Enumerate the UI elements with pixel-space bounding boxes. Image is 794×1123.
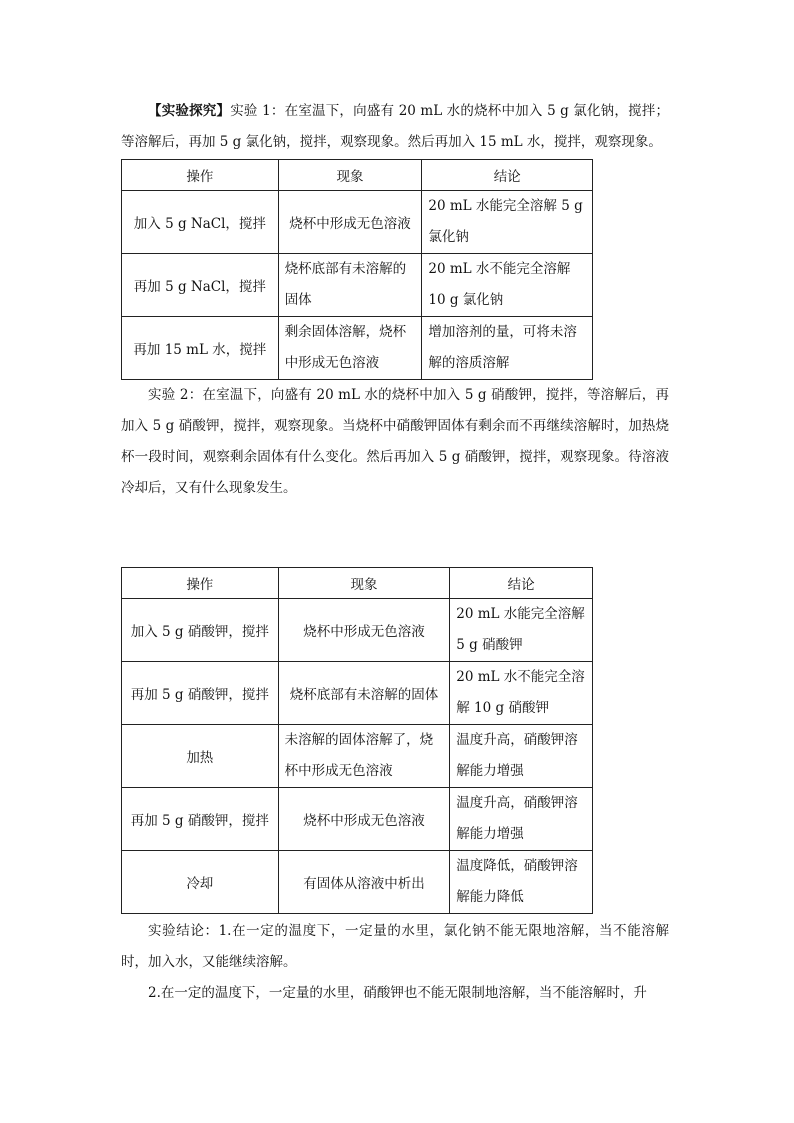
header-phenomenon: 现象 xyxy=(278,568,450,599)
cell-operation: 再加 15 mL 水，搅拌 xyxy=(122,317,279,380)
cell-conclusion: 20 mL 水不能完全溶解 10 g 氯化钠 xyxy=(422,254,593,317)
cell-conclusion: 20 mL 水能完全溶解 5 g 氯化钠 xyxy=(422,191,593,254)
table-kno3-experiment xyxy=(121,567,593,914)
cell-operation: 再加 5 g 硝酸钾，搅拌 xyxy=(122,788,279,851)
cell-operation: 再加 5 g 硝酸钾，搅拌 xyxy=(122,662,279,725)
cell-phenomenon: 有固体从溶液中析出 xyxy=(278,851,450,914)
table-row xyxy=(122,788,593,851)
cell-conclusion: 温度升高，硝酸钾溶解能力增强 xyxy=(450,725,593,788)
header-phenomenon: 现象 xyxy=(278,160,422,191)
table-row xyxy=(122,254,593,317)
intro-text: 实验 1：在室温下，向盛有 20 mL 水的烧杯中加入 5 g 氯化钠，搅拌；等溶解后，再加 5 g 氯化钠，搅拌，观察现象。然后再加入 15 mL 水，搅拌，观察现象。 xyxy=(121,103,669,150)
table-row xyxy=(122,317,593,380)
cell-conclusion: 20 mL 水能完全溶解 5 g 硝酸钾 xyxy=(450,599,593,662)
cell-operation: 加热 xyxy=(122,725,279,788)
cell-phenomenon: 烧杯中形成无色溶液 xyxy=(278,191,422,254)
experiment2-paragraph: 实验 2：在室温下，向盛有 20 mL 水的烧杯中加入 5 g 硝酸钾，搅拌，等溶解后，再加入 5 g 硝酸钾，搅拌，观察现象。当烧杯中硝酸钾固体有剩余而不再继续溶解时，加热烧杯一段时间，观察剩余固体有什么变化。然后再加入 5 g 硝酸钾，搅拌，观察现象。待溶液冷却后，又有什么现象发生。 xyxy=(121,387,669,496)
table-nacl-experiment xyxy=(121,159,593,380)
cell-phenomenon: 未溶解的固体溶解了，烧杯中形成无色溶液 xyxy=(278,725,450,788)
table-header-row xyxy=(122,160,593,191)
cell-operation: 冷却 xyxy=(122,851,279,914)
cell-phenomenon: 剩余固体溶解，烧杯中形成无色溶液 xyxy=(278,317,422,380)
intro-heading: 【实验探究】 xyxy=(148,103,231,119)
cell-phenomenon: 烧杯中形成无色溶液 xyxy=(278,788,450,851)
table-row xyxy=(122,599,593,662)
cell-conclusion: 增加溶剂的量，可将未溶解的溶质溶解 xyxy=(422,317,593,380)
intro-paragraph xyxy=(121,96,669,158)
cell-phenomenon: 烧杯底部有未溶解的固体 xyxy=(278,254,422,317)
cell-conclusion: 20 mL 水不能完全溶解 10 g 硝酸钾 xyxy=(450,662,593,725)
table-row xyxy=(122,725,593,788)
cell-operation: 再加 5 g NaCl，搅拌 xyxy=(122,254,279,317)
conclusion-line-1: 实验结论：1.在一定的温度下，一定量的水里，氯化钠不能无限地溶解，当不能溶解时，加入水，又能继续溶解。 xyxy=(121,923,669,970)
cell-operation: 加入 5 g NaCl，搅拌 xyxy=(122,191,279,254)
cell-phenomenon: 烧杯底部有未溶解的固体 xyxy=(278,662,450,725)
cell-operation: 加入 5 g 硝酸钾，搅拌 xyxy=(122,599,279,662)
header-operation: 操作 xyxy=(122,160,279,191)
table-header-row xyxy=(122,568,593,599)
table-row xyxy=(122,662,593,725)
header-operation: 操作 xyxy=(122,568,279,599)
cell-conclusion: 温度升高，硝酸钾溶解能力增强 xyxy=(450,788,593,851)
cell-conclusion: 温度降低，硝酸钾溶解能力降低 xyxy=(450,851,593,914)
header-conclusion: 结论 xyxy=(422,160,593,191)
cell-phenomenon: 烧杯中形成无色溶液 xyxy=(278,599,450,662)
table-row xyxy=(122,851,593,914)
table-row xyxy=(122,191,593,254)
conclusion-line-2: 2.在一定的温度下，一定量的水里，硝酸钾也不能无限制地溶解，当不能溶解时，升 xyxy=(148,985,647,1001)
header-conclusion: 结论 xyxy=(450,568,593,599)
